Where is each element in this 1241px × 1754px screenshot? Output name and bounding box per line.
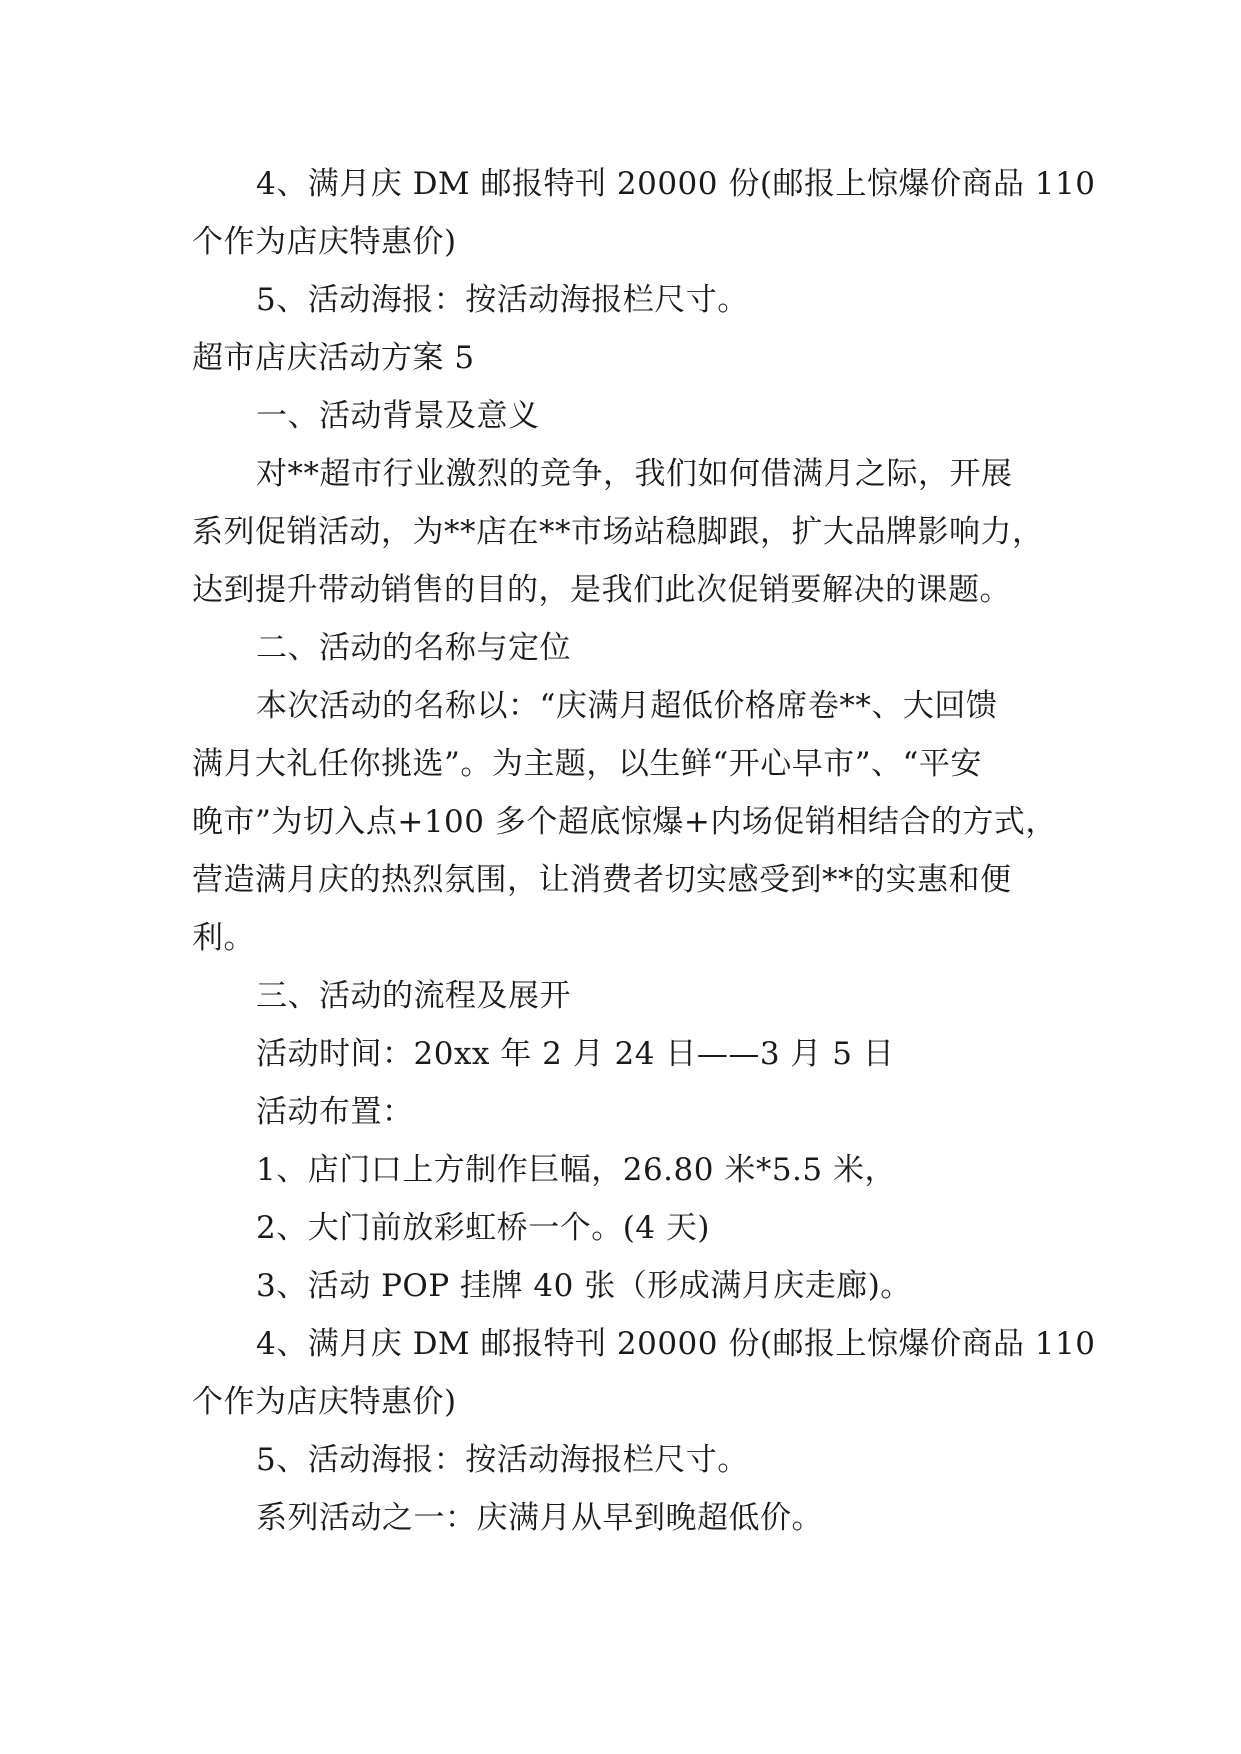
paragraph-line: 对**超市行业激烈的竞争，我们如何借满月之际，开展 [256,456,1013,492]
list-item: 1、店门口上方制作巨幅，26.80 米*5.5 米， [256,1152,896,1188]
paragraph-line: 本次活动的名称以：“庆满月超低价格席卷**、大回馈 [256,688,998,724]
list-item: 3、活动 POP 挂牌 40 张（形成满月庆走廊)。 [256,1268,912,1304]
paragraph-line: 营造满月庆的热烈氛围，让消费者切实感受到**的实惠和便 [192,862,1012,898]
paragraph-line: 5、活动海报：按活动海报栏尺寸。 [256,282,749,318]
section-heading: 一、活动背景及意义 [256,398,540,434]
paragraph-line: 个作为店庆特惠价) [192,1384,457,1420]
section-heading: 超市店庆活动方案 5 [192,340,475,376]
list-item: 2、大门前放彩虹桥一个。(4 天) [256,1210,710,1246]
paragraph-line: 利。 [192,920,255,956]
paragraph-line: 个作为店庆特惠价) [192,224,457,260]
list-item: 4、满月庆 DM 邮报特刊 20000 份(邮报上惊爆价商品 110 [256,1326,1096,1362]
paragraph-line: 系列促销活动，为**店在**市场站稳脚跟，扩大品牌影响力， [192,514,1044,550]
paragraph-line: 晚市”为切入点+100 多个超底惊爆+内场促销相结合的方式， [192,804,1057,840]
section-heading: 二、活动的名称与定位 [256,630,571,666]
paragraph-line: 4、满月庆 DM 邮报特刊 20000 份(邮报上惊爆价商品 110 [256,166,1096,202]
paragraph-line: 活动时间：20xx 年 2 月 24 日——3 月 5 日 [256,1036,895,1072]
paragraph-line: 系列活动之一：庆满月从早到晚超低价。 [256,1500,823,1536]
list-item: 5、活动海报：按活动海报栏尺寸。 [256,1442,749,1478]
section-heading: 三、活动的流程及展开 [256,978,571,1014]
paragraph-line: 活动布置： [256,1094,414,1130]
paragraph-line: 满月大礼任你挑选”。为主题，以生鲜“开心早市”、“平安 [192,746,982,782]
paragraph-line: 达到提升带动销售的目的，是我们此次促销要解决的课题。 [192,572,1011,608]
